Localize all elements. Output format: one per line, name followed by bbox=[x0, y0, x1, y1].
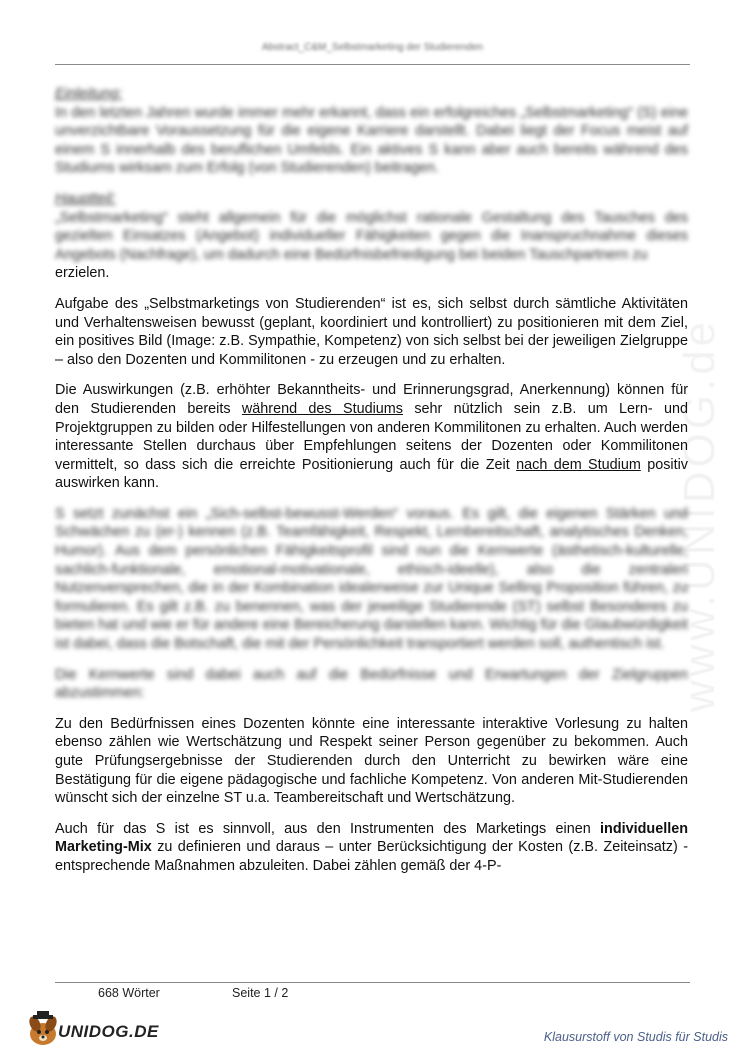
watermark: www.UNIDOG.de bbox=[675, 317, 724, 713]
header-divider bbox=[55, 64, 690, 65]
auswirkungen-part-a: Die Auswirkungen (z.B. erhöhter Bekanntheits- und Erinnerungsgrad, Anerkennung) können für den Studierenden bereits bbox=[55, 382, 688, 417]
main-paragraph-end: erzielen. bbox=[55, 265, 110, 282]
paragraph-beduerfnisse: Zu den Bedürfnissen eines Dozenten könnte eine interessante interaktive Vorlesung zu halten ebenso zählen wie Wertschätzung und Respekt seiner Person gegenüber zu bekommen. Auch gute Prüfungsergebnisse der Studierenden durch den Unterricht zu bewirken wäre eine Bestätigung für die eigene pädagogische und fachliche Kompetenz. Von anderen Mit-Studierenden wünscht sich der einzelne ST u.a. Teambereitschaft und Wertschätzung. bbox=[55, 715, 688, 807]
logo-text: UNIDOG.DE bbox=[58, 1022, 159, 1041]
main-heading: Hauptteil: bbox=[55, 190, 116, 207]
auswirkungen-part-b: sehr nützlich sein z.B. um Lern- und Projektgruppen zu bilden oder Hilfestellungen von anderen Kommilitonen zu erhalten. Auch werden interessante Stellen durchaus über Empfehlungen seitens der Dozenten oder Kommilitonen vermittelt, so dass sich die erreichte Positionierung auch für die Zeit bbox=[55, 400, 688, 473]
blurred-paragraph-selbstbewusst: S setzt zunächst ein „Sich-selbst-bewusst-Werden“ voraus. Es gilt, die eigenen Stärken und Schwächen zu (er-) kennen (z.B. Teamfähigkeit, Respekt, Lernbereitschaft, analytisches Denken, Humor). Aus dem persönlichen Fähigkeitsprofil sind nun die Kernwerte (ästhetisch-kulturelle, sachlich-funktionale, emotional-motivationale, ethisch-ideelle), also die zentralen Nutzenversprechen, die in der Kombination idealerweise zur Unique Selling Proposition führen, zu formulieren. Es gilt z.B. zu benennen, was der jeweilige Studierende (ST) selbst Besonderes zu bieten hat und wie er für andere eine Bereicherung darstellen kann. Wichtig für die Glaubwürdigkeit ist dabei, dass die Botschaft, die mit der Persönlichkeit transportiert werden soll, authentisch ist. bbox=[55, 505, 688, 653]
bold-individueller-marketing-mix: individuellen Marketing-Mix bbox=[55, 820, 688, 856]
main-paragraph-1 bbox=[55, 190, 688, 283]
page-number: Seite 1 / 2 bbox=[232, 986, 289, 1000]
blurred-paragraph-kernwerte: Die Kernwerte sind dabei auch auf die Bedürfnisse und Erwartungen der Zielgruppen abzustimmen: bbox=[55, 666, 688, 702]
paragraph-aufgabe: Aufgabe des „Selbstmarketings von Studierenden“ ist es, sich selbst durch sämtliche Aktivitäten und Verhaltensweisen bewusst (geplant, koordiniert und kontrolliert) zu positionieren mit dem Ziel, ein positives Bild (Image: z.B. Sympathie, Kompetenz) von sich selbst bei der jeweiligen Zielgruppe – also den Dozenten und Kommilitonen - zu erzeugen und zu erhalten. bbox=[55, 295, 688, 368]
intro-heading: Einleitung: bbox=[55, 86, 123, 102]
intro-paragraph: In den letzten Jahren wurde immer mehr erkannt, dass ein erfolgreiches „Selbstmarketing“ (S) eine unverzichtbare Voraussetzung für die eigene Karriere darstellt. Dabei liegt der Focus meist auf einem S innerhalb des beruflichen Umfelds. Ein aktives S kann aber auch bereits während des Studiums wirksam zum Erfolg (von Studierenden) beitragen. bbox=[55, 104, 688, 177]
blurred-intro-section bbox=[55, 85, 688, 178]
footer-divider bbox=[55, 982, 690, 983]
underlined-nach-studium: nach dem Studium bbox=[516, 456, 641, 473]
document-body bbox=[55, 85, 688, 888]
word-count: 668 Wörter bbox=[98, 986, 160, 1000]
footer-tagline: Klausurstoff von Studis für Studis bbox=[543, 1030, 728, 1044]
main-paragraph-blurred: „Selbstmarketing“ steht allgemein für die möglichst rationale Gestaltung des Tausches des gezielten Einsatzes (Angebot) individueller Fähigkeiten gegen die Inanspruchnahme dieses Angebots (Nachfrage), um dadurch eine Bedürfnisbefriedigung bei beiden Tauschpartnern zu bbox=[55, 209, 688, 263]
paragraph-auswirkungen bbox=[55, 381, 688, 493]
marketing-mix-part-c: zu definieren und daraus – unter Berücksichtigung der Kosten (z.B. Zeiteinsatz) - entsprechende Maßnahmen abzuleiten. Dabei zählen gemäß der 4-P- bbox=[55, 839, 688, 874]
underlined-waehrend-studium: während des Studiums bbox=[241, 400, 403, 417]
document-header-title: Abstract_C&M_Selbstmarketing der Studierenden bbox=[261, 42, 484, 53]
paragraph-marketing-mix bbox=[55, 820, 688, 876]
marketing-mix-part-a: Auch für das S ist es sinnvoll, aus den Instrumenten des Marketings einen bbox=[55, 820, 601, 837]
auswirkungen-part-c: positiv auswirken kann. bbox=[55, 456, 688, 492]
